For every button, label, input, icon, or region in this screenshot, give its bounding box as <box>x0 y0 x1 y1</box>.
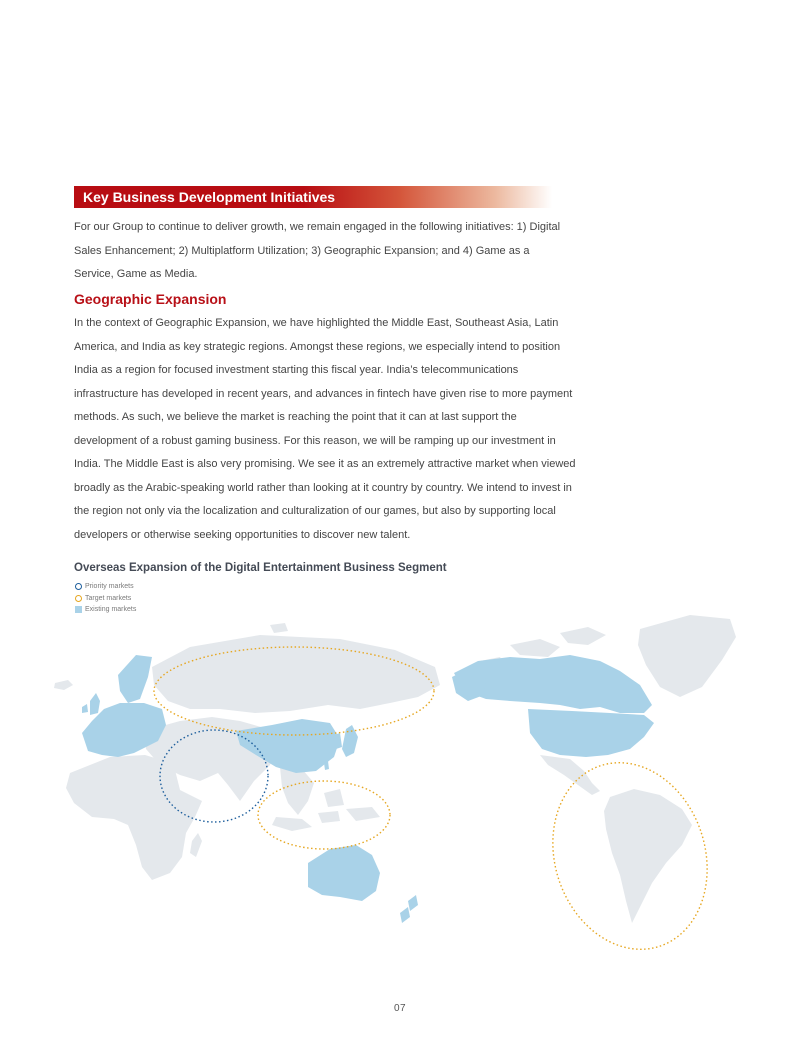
legend-label-target: Target markets <box>85 594 132 602</box>
target-ring-icon <box>75 595 82 602</box>
geographic-expansion-heading: Geographic Expansion <box>74 291 227 307</box>
usa-shape <box>528 709 654 757</box>
japan-shape <box>342 725 358 757</box>
legend-item-target <box>75 593 136 604</box>
geographic-expansion-body: In the context of Geographic Expansion, we have highlighted the Middle East, Southeast Asia, Latin America, and India as key strategic regions. Amongst these regions, we especially intend to position India as a region for focused investment starting this fiscal year. India’s telecommunications infrastructure has developed in recent years, and advances in fintech have given rise to more payment methods. As such, we believe the market is reaching the point that it can at last support the development of a robust gaming business. For this reason, we will be ramping up our investment in India. The Middle East is also very promising. We see it as an extremely attractive market when viewed broadly as the Arabic-speaking world rather than looking at it country by country. We intend to invest in the region not only via the localization and culturalization of our games, but also by supporting local developers or otherwise seeking opportunities to discover new talent. <box>74 317 576 541</box>
page-number: 07 <box>393 1003 407 1014</box>
intro-paragraph: For our Group to continue to deliver growth, we remain engaged in the following initiatives: 1) Digital Sales Enhancement; 2) Multiplatform Utilization; 3) Geographic Expansion; and 4) Game as a Service, Game as Media. <box>74 221 561 280</box>
legend-item-priority <box>75 581 136 592</box>
se-asia-shape <box>280 767 314 815</box>
iceland-shape <box>54 680 73 690</box>
land-grey <box>54 615 736 923</box>
section-banner <box>74 186 552 208</box>
world-map <box>40 605 740 960</box>
greenland-shape <box>638 615 736 697</box>
scandinavia-shape <box>118 655 152 703</box>
land-central-america <box>540 755 600 795</box>
australia-shape <box>308 845 380 901</box>
mexico-shape <box>540 755 600 795</box>
uk-shape <box>82 693 100 715</box>
figure-title: Overseas Expansion of the Digital Entertainment Business Segment <box>74 562 447 574</box>
priority-ring-icon <box>75 583 82 590</box>
legend-label-existing: Existing markets <box>85 606 137 613</box>
section-title: Key Business Development Initiatives <box>83 189 336 205</box>
madagascar-shape <box>190 833 202 857</box>
south-america-shape <box>604 789 692 923</box>
legend-label-priority: Priority markets <box>85 583 134 590</box>
new-zealand-shape <box>400 895 418 923</box>
